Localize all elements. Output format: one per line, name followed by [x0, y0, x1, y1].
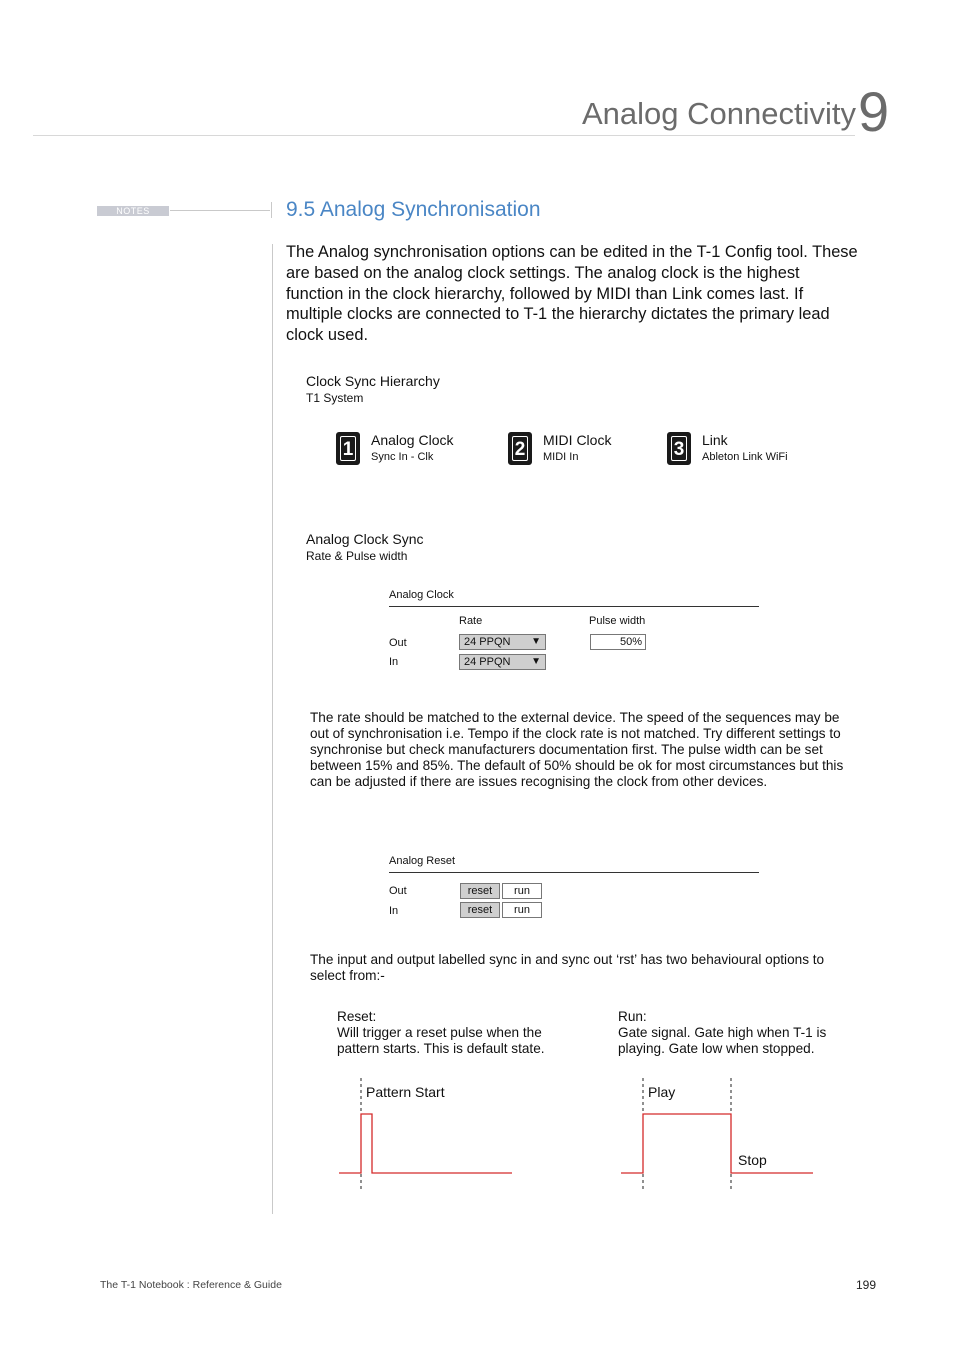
notes-divider: [170, 210, 270, 211]
reset-in-label: In: [389, 905, 399, 917]
play-label: Play: [648, 1084, 676, 1100]
chapter-title: Analog Connectivity: [582, 96, 856, 131]
footer-title: The T-1 Notebook : Reference & Guide: [100, 1279, 282, 1291]
margin-divider: [272, 244, 273, 1214]
out-reset-button[interactable]: reset: [460, 883, 500, 899]
clock-sync-description: The rate should be matched to the external device. The speed of the sequences may be out of synchronisation i.e. Tempo if the clock rate is not matched. Try different settings to synchronise but check manufacturers documentation first. The pulse width can be set between 15% and 85%. The default of 50% should be ok for most circumstances but this can be adjusted if there are issues recognising the clock from other devices.: [310, 710, 844, 789]
reset-description: The input and output labelled sync in and sync out ‘rst’ has two behavioural options to select from:-: [310, 952, 825, 983]
out-run-button[interactable]: run: [502, 883, 542, 899]
run-gate-signal: [621, 1114, 813, 1173]
in-reset-button[interactable]: reset: [460, 902, 500, 918]
in-run-button[interactable]: run: [502, 902, 542, 918]
section-title: 9.5 Analog Synchronisation: [286, 198, 541, 221]
reset-option-title: Reset:: [337, 1009, 377, 1024]
analog-reset-panel-title: Analog Reset: [389, 855, 456, 867]
hierarchy-item-title: Link: [702, 432, 728, 448]
reset-out-label: Out: [389, 885, 407, 897]
clock-sync-title: Analog Clock Sync: [306, 531, 424, 547]
hierarchy-item-title: MIDI Clock: [543, 432, 612, 448]
out-rate-select[interactable]: 24 PPQN ▼: [459, 634, 546, 650]
reset-option-text: Will trigger a reset pulse when the pattern starts. This is default state.: [337, 1025, 545, 1056]
chapter-number: 9: [858, 80, 890, 143]
page-number: 199: [855, 1278, 876, 1292]
run-option-text: Gate signal. Gate high when T-1 is playing. Gate low when stopped.: [618, 1025, 827, 1056]
analog-clock-panel-title: Analog Clock: [389, 589, 454, 601]
clock-in-label: In: [389, 656, 399, 668]
chevron-down-icon: ▼: [531, 656, 541, 667]
clock-sync-subtitle: Rate & Pulse width: [306, 549, 408, 563]
hierarchy-item-subtitle: Ableton Link WiFi: [702, 451, 788, 463]
hierarchy-badge-2: 2: [508, 432, 532, 465]
chevron-down-icon: ▼: [531, 636, 541, 647]
hierarchy-title: Clock Sync Hierarchy: [306, 373, 440, 389]
hierarchy-item-title: Analog Clock: [371, 432, 454, 448]
clock-out-label: Out: [389, 637, 407, 649]
hierarchy-subtitle: T1 System: [306, 391, 364, 405]
stop-label: Stop: [738, 1152, 767, 1168]
hierarchy-badge-3: 3: [667, 432, 691, 465]
reset-option: [337, 1009, 577, 1057]
run-option-title: Run:: [618, 1009, 647, 1024]
hierarchy-badge-1: 1: [336, 432, 360, 465]
out-pulse-width-field[interactable]: 50%: [590, 634, 646, 650]
analog-reset-panel-divider: [389, 872, 759, 873]
rate-header: Rate: [459, 615, 483, 627]
hierarchy-item-subtitle: MIDI In: [543, 451, 579, 463]
notes-tick: [271, 202, 272, 218]
reset-pulse-signal: [339, 1114, 512, 1173]
intro-paragraph: The Analog synchronisation options can be edited in the T-1 Config tool. These are based on the analog clock settings. The analog clock is the highest function in the clock hierarchy, followed by MIDI than Link comes last. If multiple clocks are connected to T-1 the hierarchy dictates the primary lead clock used.: [286, 243, 858, 345]
run-option: [618, 1009, 848, 1057]
in-rate-select[interactable]: 24 PPQN ▼: [459, 654, 546, 670]
header-divider: [33, 135, 855, 136]
hierarchy-item-subtitle: Sync In - Clk: [371, 451, 434, 463]
analog-clock-panel-divider: [389, 606, 759, 607]
notes-label: NOTES: [97, 206, 169, 216]
pattern-start-label: Pattern Start: [366, 1084, 445, 1100]
pulse-width-header: Pulse width: [589, 615, 646, 627]
